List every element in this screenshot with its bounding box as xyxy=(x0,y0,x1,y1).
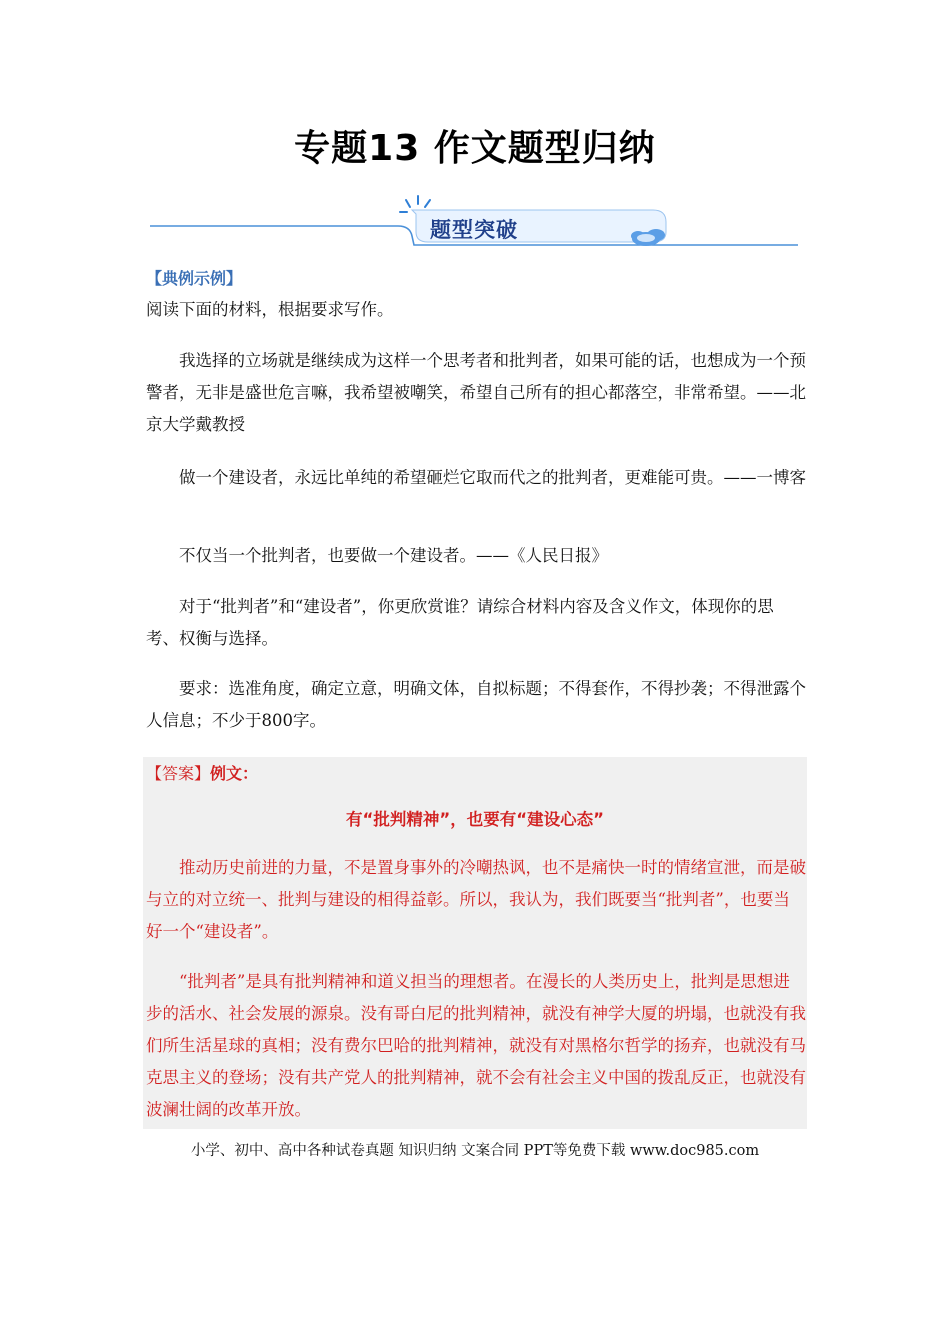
answer-label: 例文： xyxy=(210,764,259,783)
section-banner xyxy=(148,192,800,252)
essay-paragraph-2: “批判者”是具有批判精神和道义担当的理想者。在漫长的人类历史上，批判是思想进步的活水、社会发展的源泉。没有哥白尼的批判精神，就没有神学大厦的坍塌，也就没有我们所生活星球的真相；没有费尔巴哈的批判精神，就没有对黑格尔哲学的扬弃，也就没有马克思主义的登场；没有共产党人的批判精神，就不会有社会主义中国的拨乱反正，也就没有波澜壮阔的改革开放。 xyxy=(146,972,806,1119)
answer-heading xyxy=(146,761,258,784)
essay-title: 有“批判精神”，也要有“建设心态” xyxy=(346,810,604,829)
document-title: 专题13 作文题型归纳 xyxy=(294,128,656,169)
answer-bracket: 【答案】 xyxy=(146,764,211,783)
page-footer: 小学、初中、高中各种试卷真题 知识归纳 文案合同 PPT等免费下载 www.doc985.com xyxy=(190,1143,760,1159)
essay-paragraph-1: 推动历史前进的力量，不是置身事外的冷嘲热讽，也不是痛快一时的情绪宣泄，而是破与立的对立统一、批判与建设的相得益彰。所以，我认为，我们既要当“批判者”，也要当好一个“建设者”。 xyxy=(146,858,806,941)
material-2: 做一个建设者，永远比单纯的希望砸烂它取而代之的批判者，更难能可贵。——一博客 xyxy=(179,468,806,487)
question-text: 对于“批判者”和“建设者”，你更欣赏谁？请综合材料内容及含义作文，体现你的思考、权衡与选择。 xyxy=(146,597,774,648)
requirement-text: 要求：选准角度，确定立意，明确文体，自拟标题；不得套作，不得抄袭；不得泄露个人信息；不少于800字。 xyxy=(146,679,806,730)
section-heading: 【典例示例】 xyxy=(146,269,243,288)
banner-label: 题型突破 xyxy=(430,218,518,242)
material-3: 不仅当一个批判者，也要做一个建设者。——《人民日报》 xyxy=(179,546,608,565)
intro-text: 阅读下面的材料，根据要求写作。 xyxy=(146,300,394,319)
material-1: 我选择的立场就是继续成为这样一个思考者和批判者，如果可能的话，也想成为一个预警者，无非是盛世危言嘛，我希望被嘲笑，希望自己所有的担心都落空，非常希望。——北京大学戴教授 xyxy=(146,351,806,434)
